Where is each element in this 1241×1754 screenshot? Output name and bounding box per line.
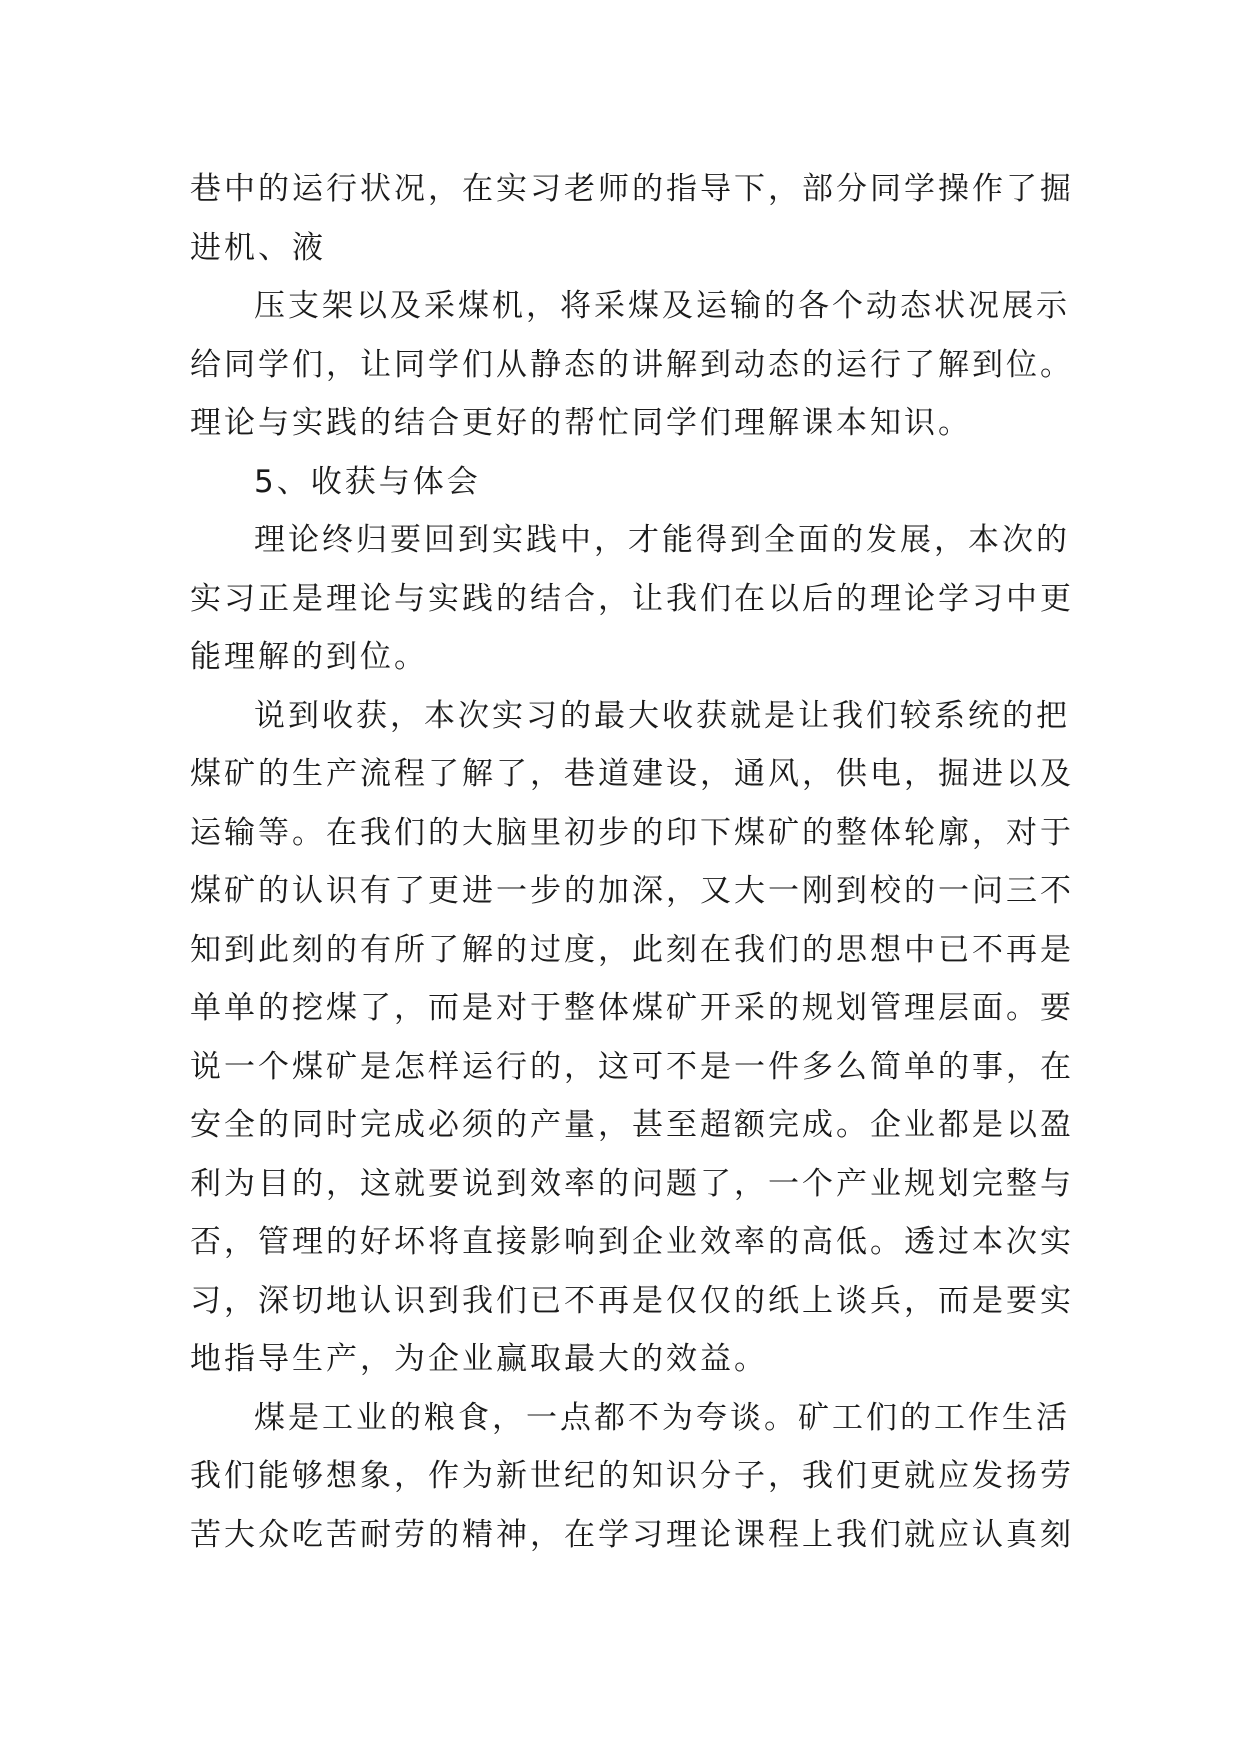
text-line: 实习正是理论与实践的结合，让我们在以后的理论学习中更 bbox=[190, 580, 1074, 617]
text-line: 安全的同时完成必须的产量，甚至超额完成。企业都是以盈 bbox=[190, 1107, 1074, 1143]
text-line: 理论终归要回到实践中，才能得到全面的发展，本次的 bbox=[254, 522, 1070, 558]
text-line: 煤是工业的粮食，一点都不为夸谈。矿工们的工作生活 bbox=[254, 1399, 1070, 1436]
document-body bbox=[190, 160, 1074, 1564]
text-line: 进机、液 bbox=[190, 229, 326, 266]
section-heading: 5、收获与体会 bbox=[254, 463, 481, 500]
text-line: 煤矿的认识有了更进一步的加深，又大一刚到校的一问三不 bbox=[190, 873, 1074, 909]
text-line: 地指导生产，为企业赢取最大的效益。 bbox=[190, 1341, 768, 1377]
text-line: 利为目的，这就要说到效率的问题了，一个产业规划完整与 bbox=[190, 1165, 1074, 1202]
text-line: 运输等。在我们的大脑里初步的印下煤矿的整体轮廓，对于 bbox=[190, 814, 1074, 851]
text-line: 巷中的运行状况，在实习老师的指导下，部分同学操作了掘 bbox=[190, 171, 1074, 207]
text-line: 我们能够想象，作为新世纪的知识分子，我们更就应发扬劳 bbox=[190, 1458, 1074, 1494]
text-line: 习，深切地认识到我们已不再是仅仅的纸上谈兵，而是要实 bbox=[190, 1282, 1074, 1319]
text-line: 能理解的到位。 bbox=[190, 639, 428, 675]
text-line: 给同学们，让同学们从静态的讲解到动态的运行了解到位。 bbox=[190, 346, 1074, 383]
text-line: 理论与实践的结合更好的帮忙同学们理解课本知识。 bbox=[190, 405, 972, 441]
text-line: 说到收获，本次实习的最大收获就是让我们较系统的把 bbox=[254, 697, 1070, 734]
text-line: 煤矿的生产流程了解了，巷道建设，通风，供电，掘进以及 bbox=[190, 756, 1074, 792]
text-line: 苦大众吃苦耐劳的精神，在学习理论课程上我们就应认真刻 bbox=[190, 1516, 1074, 1553]
text-line: 说一个煤矿是怎样运行的，这可不是一件多么简单的事，在 bbox=[190, 1048, 1074, 1085]
text-line: 单单的挖煤了，而是对于整体煤矿开采的规划管理层面。要 bbox=[190, 990, 1074, 1026]
text-line: 压支架以及采煤机，将采煤及运输的各个动态状况展示 bbox=[254, 288, 1070, 324]
text-line: 否，管理的好坏将直接影响到企业效率的高低。透过本次实 bbox=[190, 1224, 1074, 1260]
text-line: 知到此刻的有所了解的过度，此刻在我们的思想中已不再是 bbox=[190, 931, 1074, 968]
